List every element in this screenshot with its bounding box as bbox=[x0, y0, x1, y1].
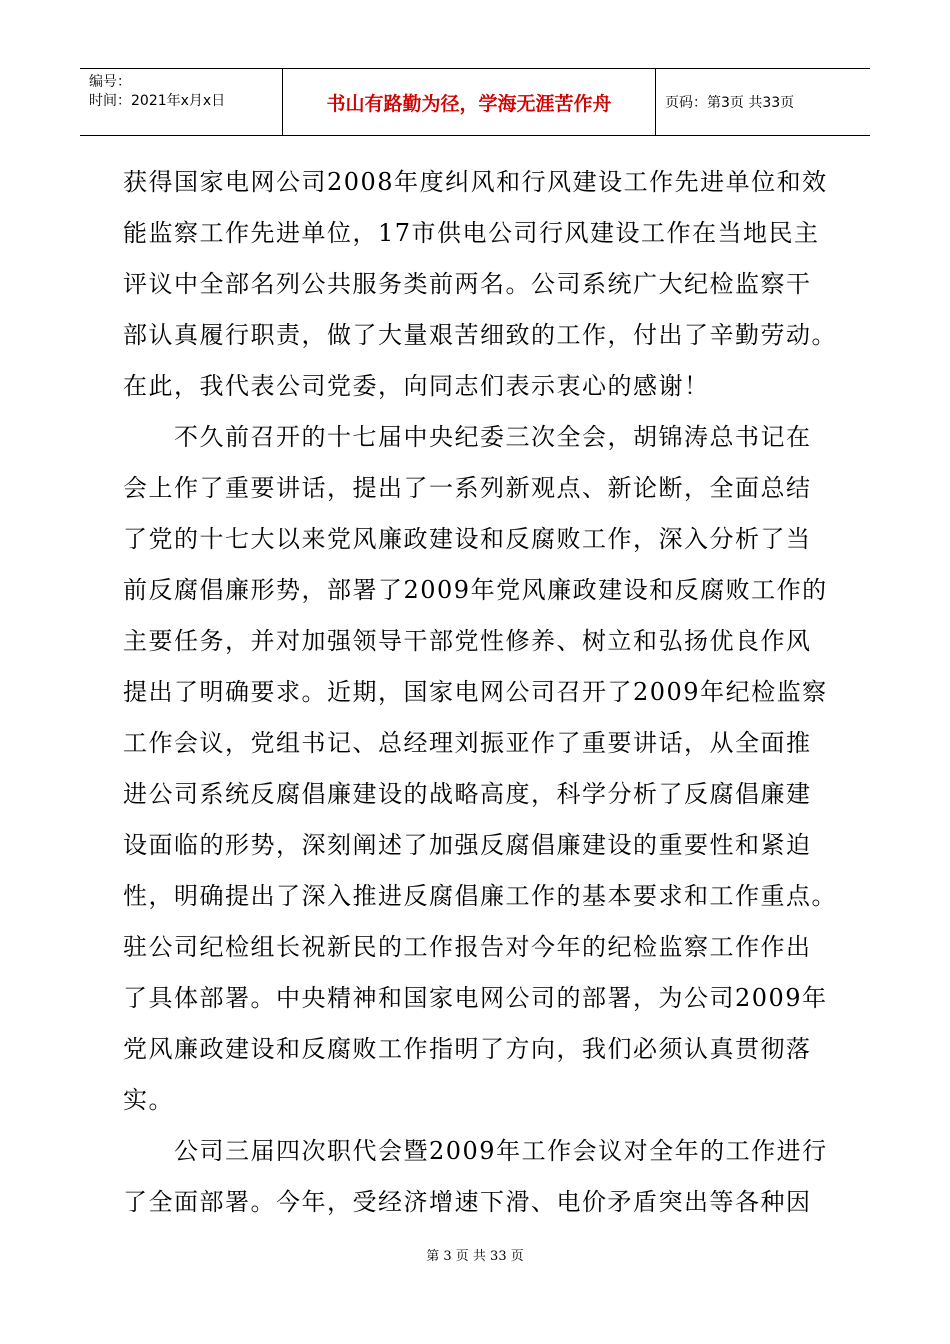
text-line: 实。 bbox=[123, 1086, 174, 1114]
text-line: 了全面部署。今年，受经济增速下滑、电价矛盾突出等各种因 bbox=[123, 1188, 812, 1216]
page-header bbox=[80, 68, 870, 136]
text-line: 进公司系统反腐倡廉建设的战略高度，科学分析了反腐倡廉建 bbox=[123, 780, 812, 808]
text-line: 党风廉政建设和反腐败工作指明了方向，我们必须认真贯彻落 bbox=[123, 1035, 812, 1063]
text-line: 提出了明确要求。近期，国家电网公司召开了2009年纪检监察 bbox=[123, 678, 828, 706]
text-line: 了党的十七大以来党风廉政建设和反腐败工作，深入分析了当 bbox=[123, 525, 812, 553]
document-body bbox=[123, 157, 837, 1228]
text-line: 获得国家电网公司2008年度纠风和行风建设工作先进单位和效 bbox=[123, 168, 828, 196]
text-line: 评议中全部名列公共服务类前两名。公司系统广大纪检监察干 bbox=[123, 270, 812, 298]
text-line: 工作会议，党组书记、总经理刘振亚作了重要讲话，从全面推 bbox=[123, 729, 812, 757]
text-line: 设面临的形势，深刻阐述了加强反腐倡廉建设的重要性和紧迫 bbox=[123, 831, 812, 859]
text-line: 会上作了重要讲话，提出了一系列新观点、新论断，全面总结 bbox=[123, 474, 812, 502]
text-line: 驻公司纪检组长祝新民的工作报告对今年的纪检监察工作作出 bbox=[123, 933, 812, 961]
text-line: 部认真履行职责，做了大量艰苦细致的工作，付出了辛勤劳动。 bbox=[123, 321, 837, 349]
document-number-label: 编号： bbox=[89, 74, 131, 90]
page-footer: 第 3 页 共 33 页 bbox=[426, 1249, 524, 1264]
header-motto: 书山有路勤为径，学海无涯苦作舟 bbox=[283, 69, 656, 135]
text-line: 能监察工作先进单位，17市供电公司行风建设工作在当地民主 bbox=[123, 219, 820, 247]
text-line: 主要任务，并对加强领导干部党性修养、树立和弘扬优良作风 bbox=[123, 627, 812, 655]
text-line: 不久前召开的十七届中央纪委三次全会，胡锦涛总书记在 bbox=[123, 423, 812, 451]
document-time-label: 时间：2021年x月x日 bbox=[89, 93, 226, 109]
header-meta bbox=[80, 69, 283, 135]
text-line: 性，明确提出了深入推进反腐倡廉工作的基本要求和工作重点。 bbox=[123, 882, 837, 910]
text-line: 前反腐倡廉形势，部署了2009年党风廉政建设和反腐败工作的 bbox=[123, 576, 828, 604]
text-line: 在此，我代表公司党委，向同志们表示衷心的感谢！ bbox=[123, 372, 710, 400]
header-page-label: 页码：第3页 共33页 bbox=[665, 95, 795, 111]
text-line: 了具体部署。中央精神和国家电网公司的部署，为公司2009年 bbox=[123, 984, 828, 1012]
text-line: 公司三届四次职代会暨2009年工作会议对全年的工作进行 bbox=[123, 1137, 828, 1165]
